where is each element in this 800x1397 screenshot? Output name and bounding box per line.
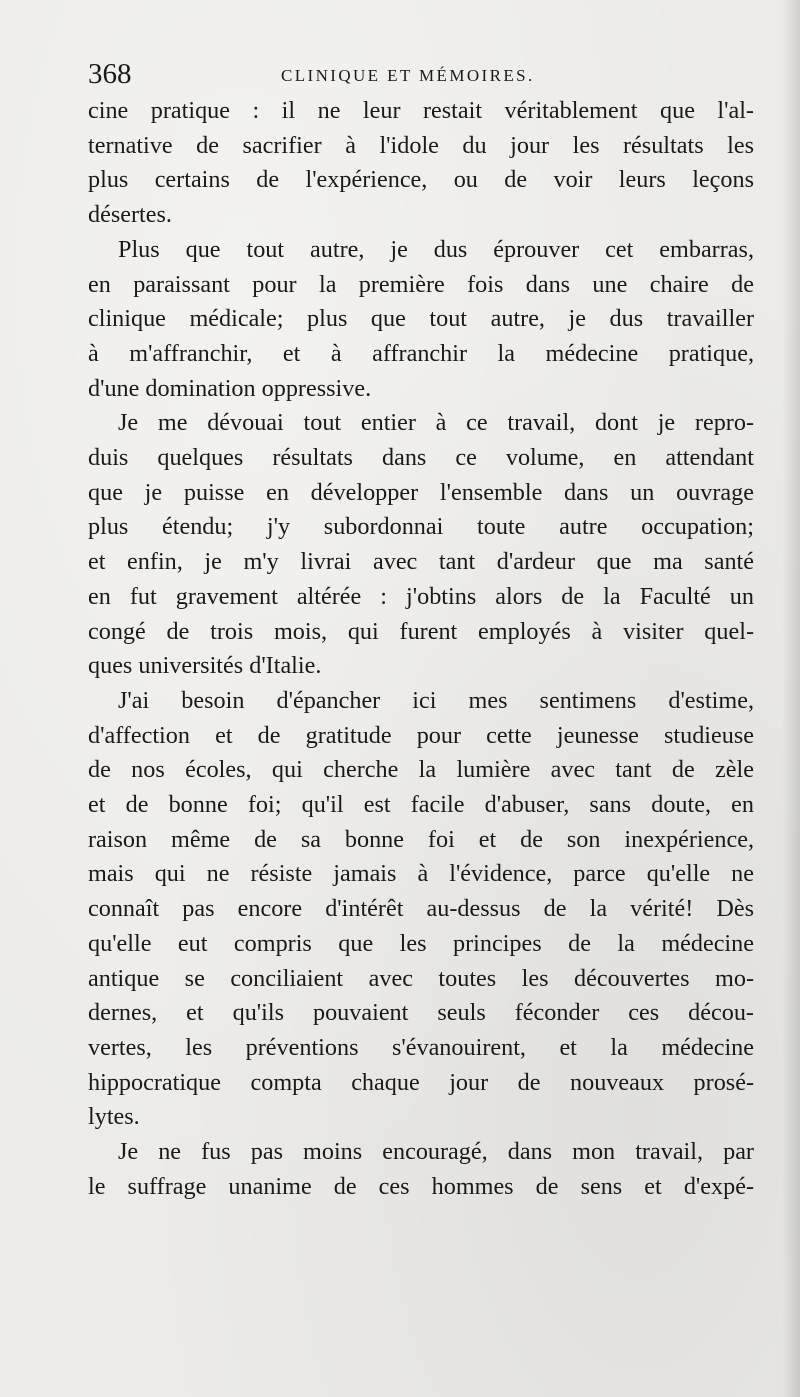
body-text [88, 94, 754, 1205]
text-line: qu'elle eut compris que les principes de la médecine [88, 929, 754, 957]
text-line: Je ne fus pas moins encouragé, dans mon travail, par [118, 1138, 754, 1166]
running-head: CLINIQUE ET MÉMOIRES. [281, 66, 535, 85]
text-line: dernes, et qu'ils pouvaient seuls féconder ces décou- [88, 999, 754, 1027]
text-line: Plus que tout autre, je dus éprouver cet embarras, [118, 235, 754, 263]
text-line: ternative de sacrifier à l'idole du jour les résultats les [88, 131, 754, 159]
text-line: antique se conciliaient avec toutes les découvertes mo- [88, 964, 754, 992]
text-line: en fut gravement altérée : j'obtins alors de la Faculté un [88, 582, 754, 610]
text-line: d'une domination oppressive. [88, 374, 372, 402]
text-line: de nos écoles, qui cherche la lumière avec tant de zèle [88, 756, 754, 784]
text-line: et de bonne foi; qu'il est facile d'abuser, sans doute, en [88, 791, 754, 819]
text-line: le suffrage unanime de ces hommes de sens et d'expé- [88, 1172, 754, 1200]
text-line: ques universités d'Italie. [88, 652, 322, 680]
text-line: lytes. [88, 1103, 140, 1131]
text-line: à m'affranchir, et à affranchir la médecine pratique, [88, 339, 754, 367]
text-line: d'affection et de gratitude pour cette jeunesse studieuse [88, 721, 754, 749]
text-line: plus étendu; j'y subordonnai toute autre occupation; [88, 513, 754, 541]
text-line: mais qui ne résiste jamais à l'évidence, parce qu'elle ne [88, 860, 754, 888]
text-line: et enfin, je m'y livrai avec tant d'ardeur que ma santé [88, 548, 754, 576]
text-line: que je puisse en développer l'ensemble dans un ouvrage [88, 478, 754, 506]
text-line: connaît pas encore d'intérêt au-dessus de la vérité! Dès [88, 895, 754, 923]
text-line: J'ai besoin d'épancher ici mes sentimens d'estime, [118, 686, 754, 714]
text-line: raison même de sa bonne foi et de son inexpérience, [88, 825, 754, 853]
text-line: en paraissant pour la première fois dans une chaire de [88, 270, 754, 298]
text-line: désertes. [88, 201, 172, 229]
text-line: vertes, les préventions s'évanouirent, et la médecine [88, 1033, 754, 1061]
text-line: cine pratique : il ne leur restait véritablement que l'al- [88, 97, 754, 124]
page-edge-shadow [782, 0, 800, 1397]
text-line: clinique médicale; plus que tout autre, je dus travailler [88, 305, 754, 333]
text-line: plus certains de l'expérience, ou de voir leurs leçons [88, 166, 754, 194]
page-header [88, 58, 750, 98]
text-line: hippocratique compta chaque jour de nouveaux prosé- [88, 1068, 754, 1096]
text-line: Je me dévouai tout entier à ce travail, dont je repro- [118, 409, 754, 437]
text-line: duis quelques résultats dans ce volume, en attendant [88, 444, 754, 472]
text-line: congé de trois mois, qui furent employés à visiter quel- [88, 617, 754, 645]
page-number: 368 [88, 58, 132, 90]
